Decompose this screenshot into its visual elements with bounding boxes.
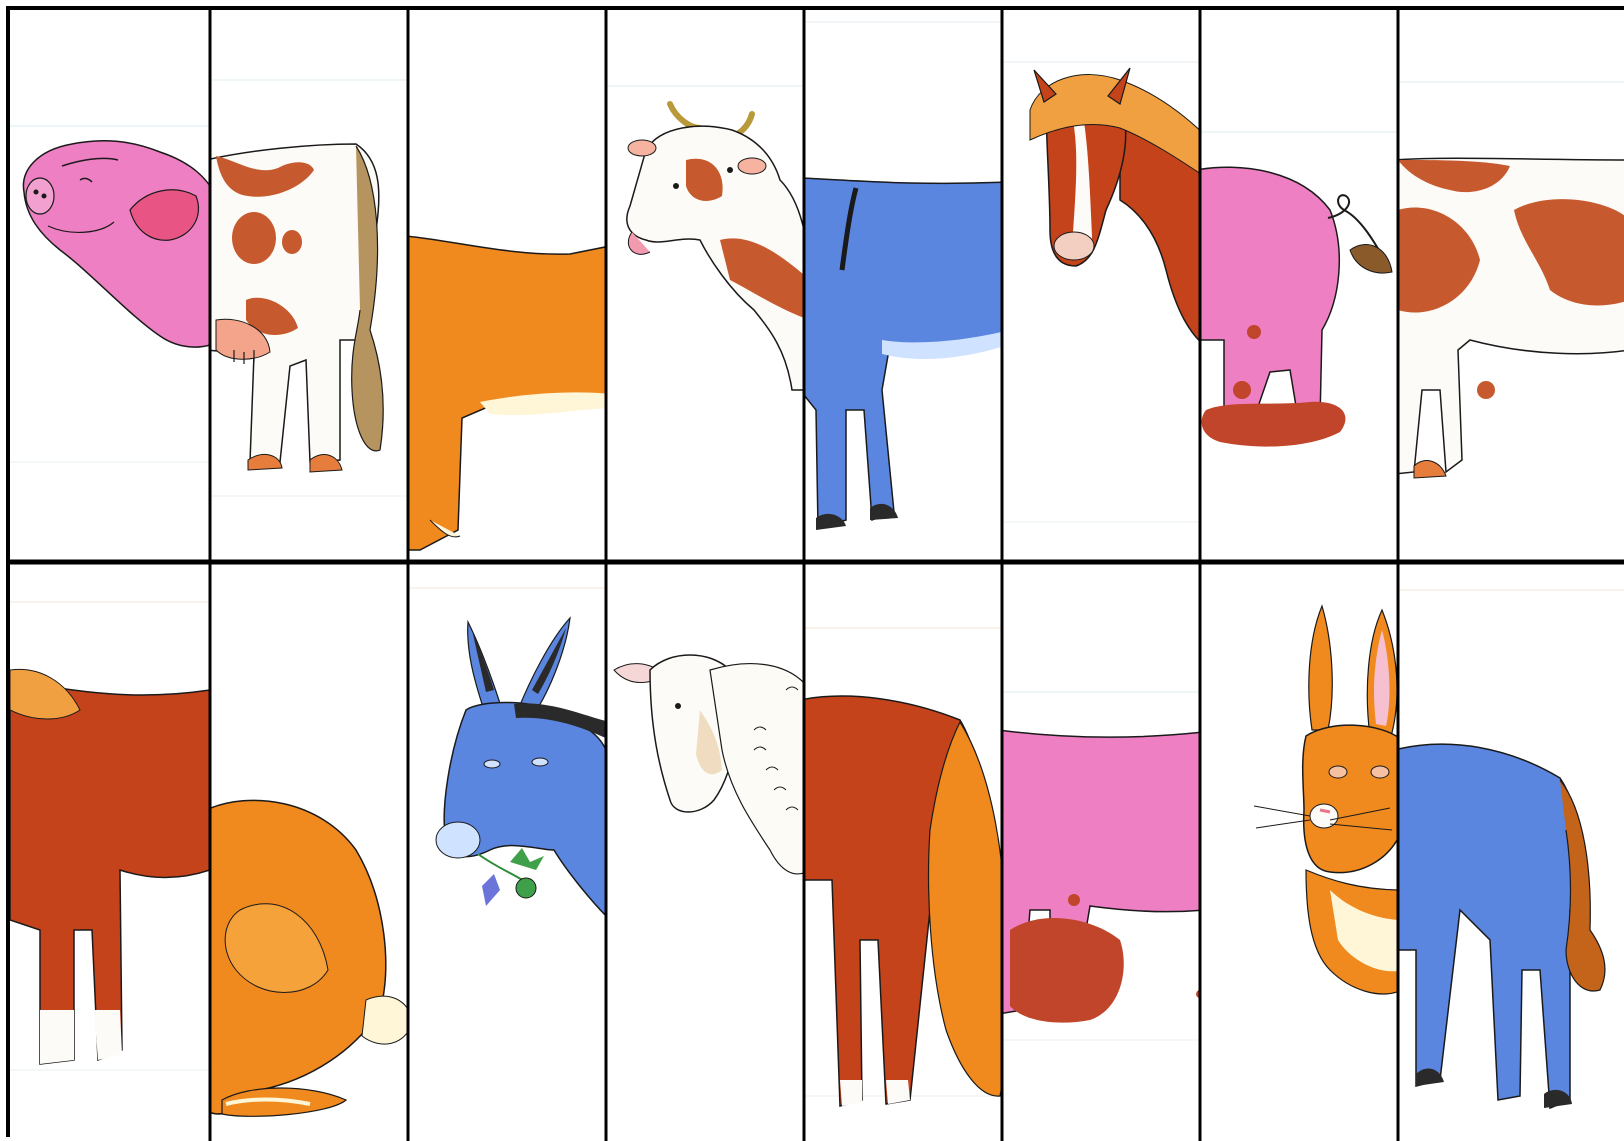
card-blue-body[interactable] — [800, 10, 1010, 562]
card-cow-body[interactable] — [1394, 10, 1624, 562]
card-pig-head[interactable] — [10, 10, 220, 562]
card-rabbit-head[interactable] — [1200, 562, 1404, 1141]
card-donkey-head[interactable] — [408, 562, 610, 1141]
card-rabbit-rear[interactable] — [206, 562, 412, 1141]
card-pink-body[interactable] — [998, 562, 1224, 1141]
card-horse-rear[interactable] — [800, 562, 1005, 1141]
card-sheep-head[interactable] — [606, 562, 810, 1141]
pink-mud — [1010, 918, 1124, 1023]
card-cow-rear[interactable] — [206, 10, 408, 562]
pig-snout — [26, 178, 54, 214]
card-horse-head[interactable] — [1002, 10, 1210, 562]
rabbit-head-shape — [1303, 725, 1405, 872]
card-grid — [10, 10, 1624, 1141]
card-pig-rear[interactable] — [1196, 10, 1398, 562]
card-donkey-rear[interactable] — [1394, 562, 1624, 1141]
puzzle-sheet — [6, 6, 1624, 1137]
card-cow-head[interactable] — [606, 10, 810, 562]
card-horse-body[interactable] — [10, 562, 210, 1141]
card-orange-body[interactable] — [406, 10, 610, 562]
